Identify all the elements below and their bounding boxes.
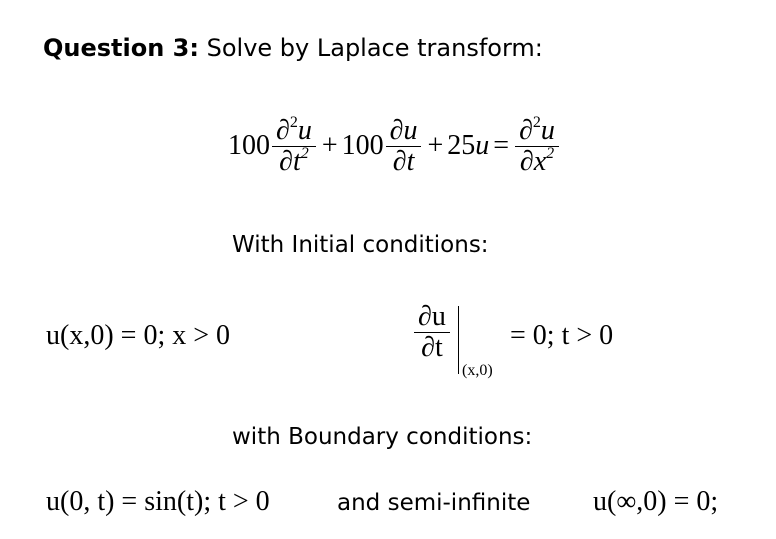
- exponent: 2: [289, 113, 298, 131]
- denominator-dt: ∂t: [392, 145, 415, 177]
- coefficient-3: 25: [447, 130, 476, 161]
- coefficient-1: 100: [228, 130, 270, 161]
- plus-sign: +: [321, 130, 338, 161]
- main-equation: [228, 106, 561, 186]
- second-space-derivative: [515, 113, 559, 177]
- boundary-conditions-label: with Boundary conditions:: [232, 424, 533, 450]
- evaluation-bar: [458, 306, 459, 374]
- boundary-condition-1: u(0, t) = sin(t); t > 0: [46, 486, 270, 517]
- numerator-du: ∂u: [389, 114, 418, 146]
- denominator-dt: ∂t: [421, 332, 443, 363]
- coefficient-2: 100: [341, 130, 384, 161]
- first-time-derivative: [386, 116, 422, 177]
- evaluation-point: (x,0): [462, 362, 493, 379]
- denominator-dt: ∂t: [279, 145, 301, 177]
- second-time-derivative: [272, 113, 316, 177]
- variable-u: u: [540, 114, 555, 146]
- partial-symbol: ∂: [519, 114, 533, 146]
- plus-sign: +: [427, 130, 444, 161]
- partial-symbol: ∂: [276, 114, 290, 146]
- initial-condition-1: u(x,0) = 0; x > 0: [46, 320, 231, 351]
- equals-sign: =: [493, 130, 510, 161]
- question-title: [43, 34, 543, 62]
- question-number: Question 3:: [43, 34, 199, 62]
- semi-infinite-note: and semi-infinite: [337, 490, 531, 516]
- boundary-condition-2: u(∞,0) = 0;: [593, 486, 719, 517]
- variable-u: u: [475, 130, 490, 161]
- question-instruction: Solve by Laplace transform:: [198, 34, 543, 62]
- exponent: 2: [532, 113, 541, 131]
- exponent: 2: [546, 144, 555, 162]
- exponent: 2: [300, 144, 309, 162]
- denominator-dx: ∂x: [519, 145, 547, 177]
- numerator-du: ∂u: [418, 301, 446, 332]
- condition-rhs: = 0; t > 0: [510, 320, 614, 351]
- variable-u: u: [297, 114, 312, 146]
- derivative-fraction: [414, 302, 450, 363]
- initial-conditions-label: With Initial conditions:: [232, 232, 489, 258]
